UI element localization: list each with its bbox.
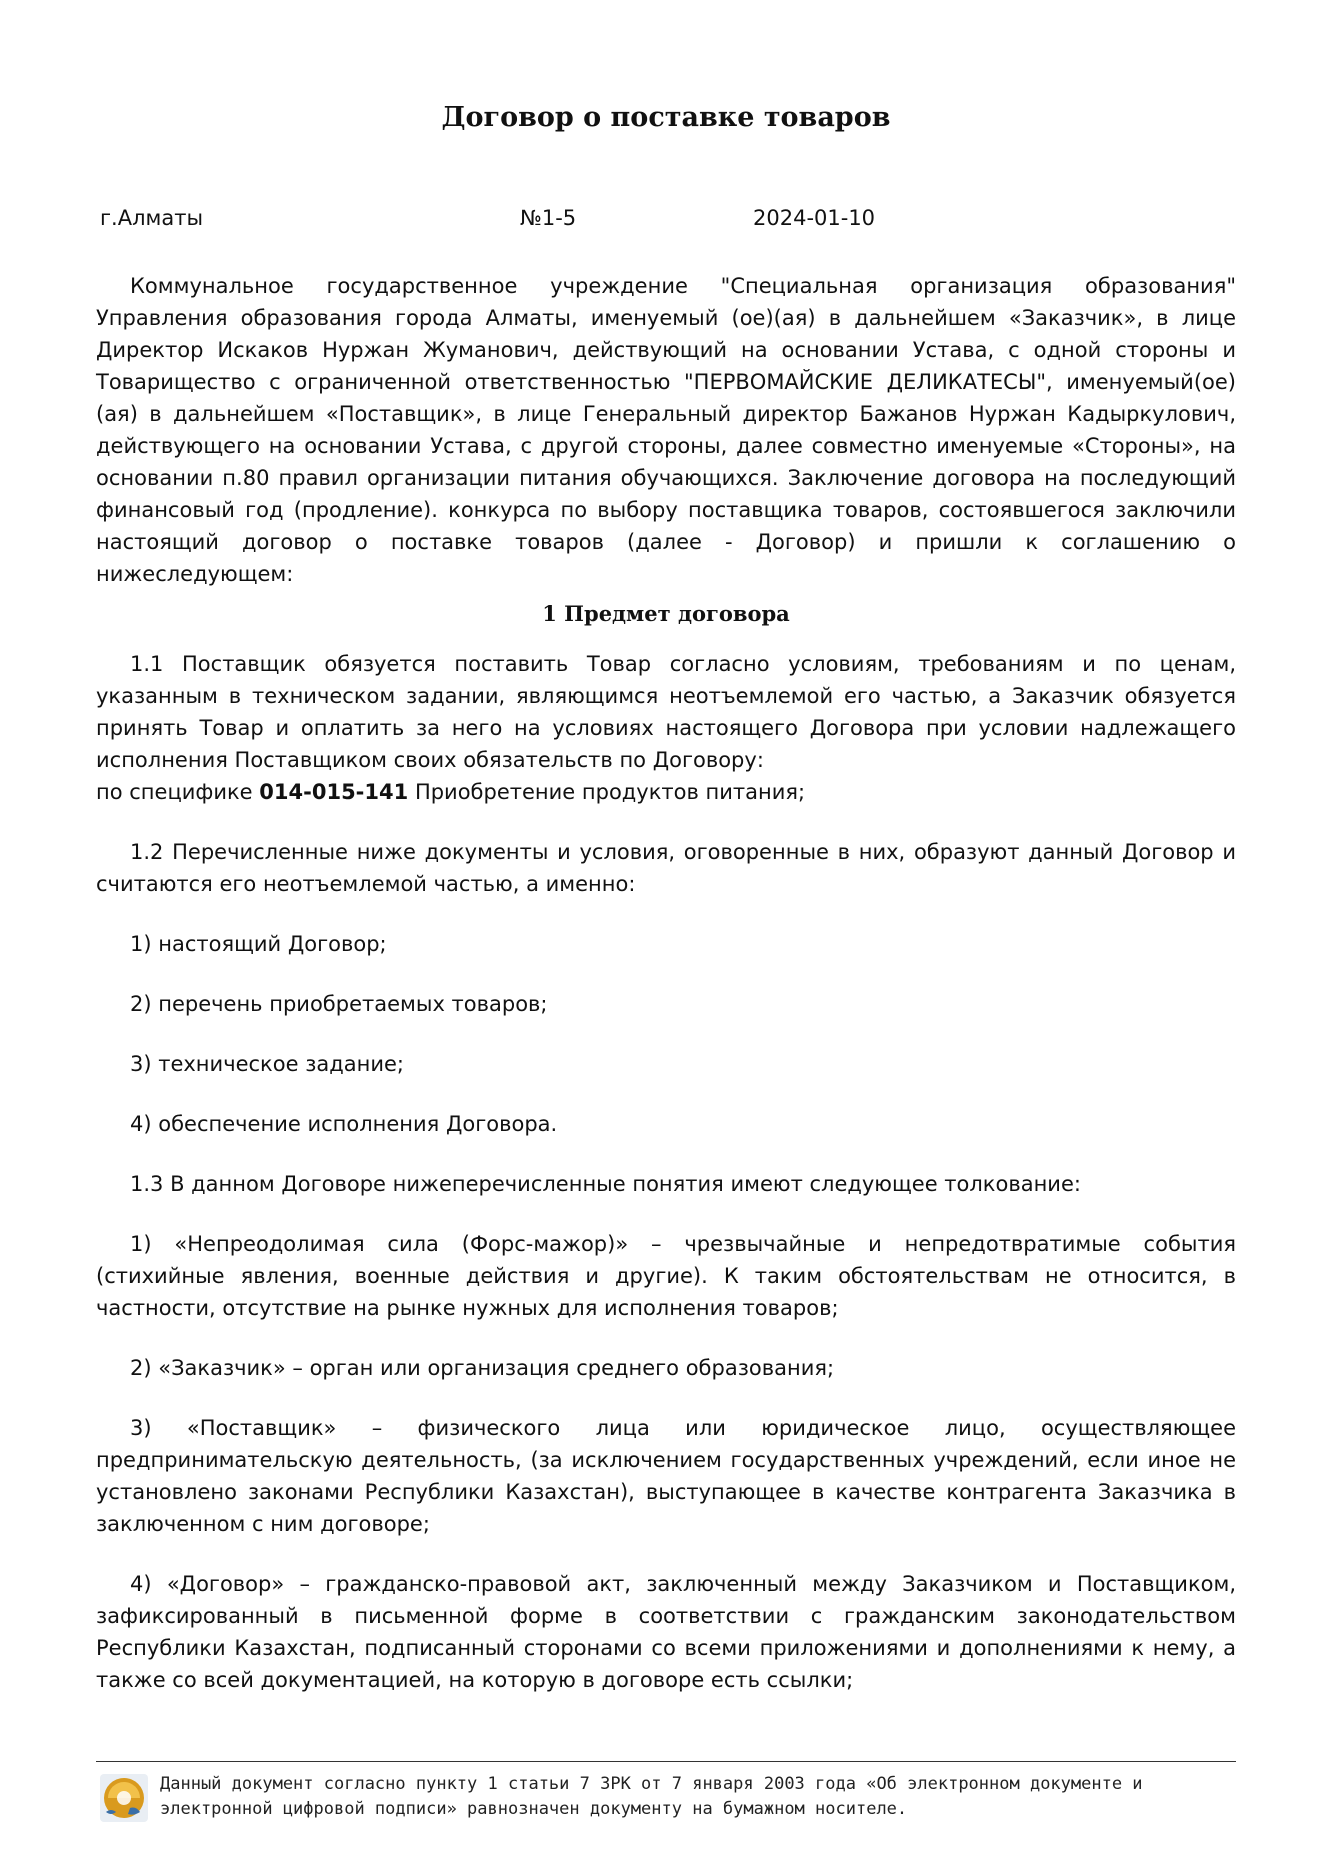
spec-code: 014-015-141 (259, 780, 409, 804)
paragraph-1-3: 1.3 В данном Договоре нижеперечисленные понятия имеют следующее толкование: (130, 1172, 1081, 1196)
definition-1: 1) «Непреодолимая сила (Форс-мажор)» – чрезвычайные и непредотвратимые события (стихийные явления, военные действия и другие). К таким обстоятельствам не относится, в частности, отсутствие на рынке нужных для исполнения товаров; (96, 1232, 1236, 1320)
footer-line-1: Данный документ согласно пункту 1 статьи 7 ЗРК от 7 января 2003 года «Об электронном документе и (160, 1774, 1143, 1794)
footer-line-2: электронной цифровой подписи» равнозначен документу на бумажном носителе. (160, 1799, 908, 1819)
list-item-3: 3) техническое задание; (130, 1052, 404, 1076)
document-date: 2024-01-10 (753, 206, 876, 230)
paragraph-1-2: 1.2 Перечисленные ниже документы и условия, оговоренные в них, образуют данный Договор и считаются его неотъемлемой частью, а именно: (96, 840, 1236, 896)
document-number: №1-5 (520, 206, 577, 230)
list-item-1: 1) настоящий Договор; (130, 932, 387, 956)
spec-prefix: по специфике (96, 780, 253, 804)
list-item-2: 2) перечень приобретаемых товаров; (130, 992, 548, 1016)
definition-3: 3) «Поставщик» – физического лица или юридическое лицо, осуществляющее предпринимательскую деятельность, (за исключением государственных учреждений, если иное не установлено законами Республики Казахстан), выступающее в качестве контрагента Заказчика в заключенном с ним договоре; (96, 1416, 1236, 1536)
footer-notice (96, 1761, 1236, 1822)
footer-text (160, 1772, 1236, 1822)
specification-line (96, 776, 1236, 808)
document-body (96, 270, 1236, 1696)
document-meta-row (96, 206, 1236, 236)
section-1-title: 1 Предмет договора (542, 601, 790, 626)
definition-2: 2) «Заказчик» – орган или организация среднего образования; (130, 1356, 835, 1380)
definition-4: 4) «Договор» – гражданско-правовой акт, заключенный между Заказчиком и Поставщиком, зафиксированный в письменной форме в соответствии с гражданским законодательством Республики Казахстан, подписанный сторонами со всеми приложениями и дополнениями к нему, а также со всей документацией, на которую в договоре есть ссылки; (96, 1572, 1236, 1692)
list-item-4: 4) обеспечение исполнения Договора. (130, 1112, 558, 1136)
document-city: г.Алматы (100, 206, 204, 230)
document-title: Договор о поставке товаров (441, 102, 891, 133)
preamble-paragraph: Коммунальное государственное учреждение "Специальная организация образования" Управления образования города Алматы, именуемый (ое)(ая) в дальнейшем «Заказчик», в лице Директор Искаков Нуржан Жуманович, действующий на основании Устава, с одной стороны и Товарищество с ограниченной ответственностью "ПЕРВОМАЙСКИЕ ДЕЛИКАТЕСЫ", именуемый(ое)(ая) в дальнейшем «Поставщик», в лице Генеральный директор Бажанов Нуржан Кадыркулович, действующего на основании Устава, с другой стороны, далее совместно именуемые «Стороны», на основании п.80 правил организации питания обучающихся. Заключение договора на последующий финансовый год (продление). конкурса по выбору поставщика товаров, состоявшегося заключили настоящий договор о поставке товаров (далее - Договор) и пришли к соглашению о нижеследующем: (96, 274, 1236, 586)
e-signature-emblem-icon (100, 1774, 148, 1822)
paragraph-1-1: 1.1 Поставщик обязуется поставить Товар согласно условиям, требованиям и по ценам, указанным в техническом задании, являющимся неотъемлемой его частью, а Заказчик обязуется принять Товар и оплатить за него на условиях настоящего Договора при условии надлежащего исполнения Поставщиком своих обязательств по Договору: (96, 652, 1236, 772)
spec-suffix: Приобретение продуктов питания; (414, 780, 806, 804)
